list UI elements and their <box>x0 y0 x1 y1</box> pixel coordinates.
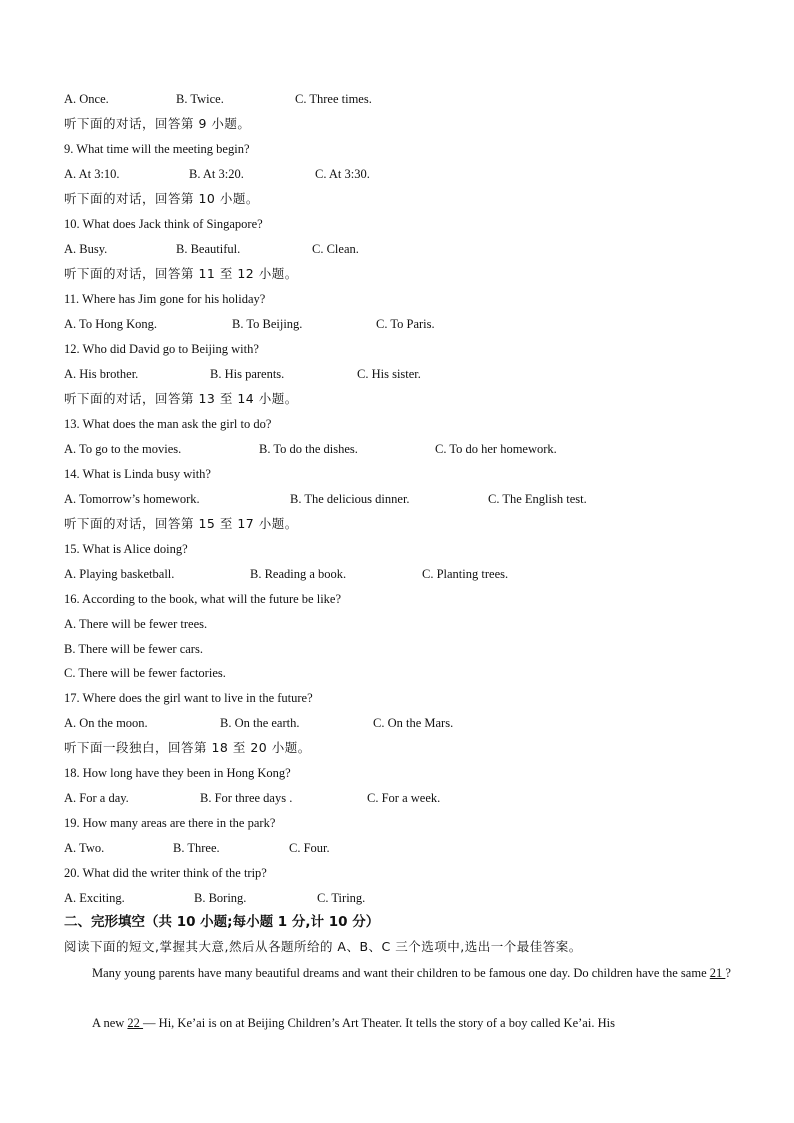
q16-option-c: C. There will be fewer factories. <box>64 666 226 680</box>
q19-options <box>64 840 330 856</box>
q13-option-a: A. To go to the movies. <box>64 442 182 456</box>
q9-option-a: A. At 3:10. <box>64 167 120 181</box>
q12-option-a: A. His brother. <box>64 367 139 381</box>
q11-option-b: B. To Beijing. <box>232 317 303 331</box>
q17-option-c: C. On the Mars. <box>373 716 454 730</box>
q10-option-a: A. Busy. <box>64 242 108 256</box>
q9-options <box>64 166 370 182</box>
q14-option-a: A. Tomorrow’s homework. <box>64 492 200 506</box>
passage-text: — Hi, Ke’ai is on at Beijing Children’s Art Theater. It tells the story of a boy called Ke’ai. His <box>143 1016 615 1030</box>
q14-question: 14. What is Linda busy with? <box>64 467 211 481</box>
q10-question: 10. What does Jack think of Singapore? <box>64 217 263 231</box>
instruction-q11-12: 听下面的对话，回答第 11 至 12 小题。 <box>64 266 298 281</box>
q20-option-c: C. Tiring. <box>317 891 366 905</box>
q13-option-c: C. To do her homework. <box>435 442 557 456</box>
q13-option-b: B. To do the dishes. <box>259 442 358 456</box>
q19-option-a: A. Two. <box>64 841 105 855</box>
passage-text: ? <box>725 966 731 980</box>
q19-option-c: C. Four. <box>289 841 330 855</box>
passage-text: Many young parents have many beautiful dreams and want their children to be famous one day. Do children have the same <box>92 966 707 980</box>
q8-options <box>64 91 372 107</box>
q17-question: 17. Where does the girl want to live in the future? <box>64 691 313 705</box>
q18-option-c: C. For a week. <box>367 791 441 805</box>
passage-paragraph-1 <box>64 961 732 986</box>
q20-options <box>64 890 365 906</box>
passage-paragraph-2 <box>64 1011 732 1036</box>
q14-options <box>64 491 587 507</box>
q15-question: 15. What is Alice doing? <box>64 542 188 556</box>
q17-option-a: A. On the moon. <box>64 716 148 730</box>
q10-option-c: C. Clean. <box>312 242 359 256</box>
q20-option-a: A. Exciting. <box>64 891 125 905</box>
q11-option-c: C. To Paris. <box>376 317 435 331</box>
q15-option-a: A. Playing basketball. <box>64 567 175 581</box>
instruction-q9: 听下面的对话，回答第 9 小题。 <box>64 116 251 131</box>
q18-option-a: A. For a day. <box>64 791 129 805</box>
q12-question: 12. Who did David go to Beijing with? <box>64 342 259 356</box>
blank-21: 21 <box>709 966 726 980</box>
instruction-q10: 听下面的对话，回答第 10 小题。 <box>64 191 259 206</box>
q19-question: 19. How many areas are there in the park? <box>64 816 276 830</box>
q8-option-a: A. Once. <box>64 92 109 106</box>
instruction-q13-14: 听下面的对话，回答第 13 至 14 小题。 <box>64 391 298 406</box>
q18-option-b: B. For three days . <box>200 791 293 805</box>
q12-option-c: C. His sister. <box>357 367 421 381</box>
q13-question: 13. What does the man ask the girl to do? <box>64 417 272 431</box>
q17-option-b: B. On the earth. <box>220 716 300 730</box>
q18-options <box>64 790 440 806</box>
q12-option-b: B. His parents. <box>210 367 285 381</box>
q11-question: 11. Where has Jim gone for his holiday? <box>64 292 266 306</box>
q14-option-c: C. The English test. <box>488 492 587 506</box>
section-2-title: 二、完形填空（共 10 小题;每小题 1 分,计 10 分） <box>64 914 380 930</box>
q16-option-a: A. There will be fewer trees. <box>64 617 208 631</box>
q10-options <box>64 241 359 257</box>
q15-option-b: B. Reading a book. <box>250 567 347 581</box>
q19-option-b: B. Three. <box>173 841 220 855</box>
passage-text: A new <box>92 1016 128 1030</box>
q9-option-b: B. At 3:20. <box>189 167 244 181</box>
q8-option-c: C. Three times. <box>295 92 372 106</box>
q9-option-c: C. At 3:30. <box>315 167 370 181</box>
q17-options <box>64 715 453 731</box>
instruction-q18-20: 听下面一段独白，回答第 18 至 20 小题。 <box>64 740 311 755</box>
q20-option-b: B. Boring. <box>194 891 247 905</box>
q14-option-b: B. The delicious dinner. <box>290 492 410 506</box>
q13-options <box>64 441 557 457</box>
q11-option-a: A. To Hong Kong. <box>64 317 157 331</box>
q20-question: 20. What did the writer think of the trip? <box>64 866 267 880</box>
q11-options <box>64 316 435 332</box>
section-2-instruction: 阅读下面的短文,掌握其大意,然后从各题所给的 A、B、C 三个选项中,选出一个最佳答案。 <box>64 939 582 954</box>
q16-question: 16. According to the book, what will the future be like? <box>64 592 342 606</box>
blank-22: 22 <box>127 1016 144 1030</box>
instruction-q15-17: 听下面的对话，回答第 15 至 17 小题。 <box>64 516 298 531</box>
q12-options <box>64 366 421 382</box>
q15-options <box>64 566 508 582</box>
q9-question: 9. What time will the meeting begin? <box>64 142 250 156</box>
q18-question: 18. How long have they been in Hong Kong? <box>64 766 291 780</box>
q10-option-b: B. Beautiful. <box>176 242 241 256</box>
q8-option-b: B. Twice. <box>176 92 224 106</box>
q16-option-b: B. There will be fewer cars. <box>64 642 203 656</box>
q15-option-c: C. Planting trees. <box>422 567 509 581</box>
